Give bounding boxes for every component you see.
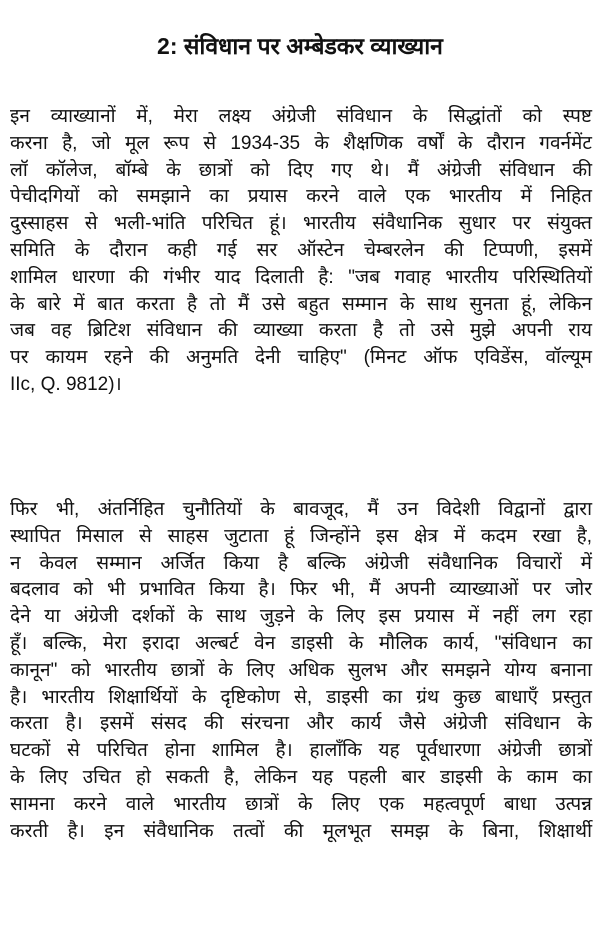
text-line: बदलाव को भी प्रभावित किया है। फिर भी, मैं अपनी व्याख्याओं पर जोर — [10, 579, 592, 601]
text-line: के लिए उचित हो सकती है, लेकिन यह पहली बार डाइसी के काम का — [10, 766, 592, 788]
text-line: हूँ। बल्कि, मेरा इरादा अल्बर्ट वेन डाइसी के मौलिक कार्य, "संविधान का — [10, 632, 592, 654]
text-line: फिर भी, अंतर्निहित चुनौतियों के बावजूद, मैं उन विदेशी विद्वानों द्वारा — [10, 499, 592, 520]
text-line: पेचीदगियों को समझाने का प्रयास करने वाले एक भारतीय में निहित — [10, 186, 592, 208]
text-line: कानून" को भारतीय छात्रों के लिए अधिक सुलभ और समझने योग्य बनाना — [10, 659, 592, 681]
text-line: करता है। इसमें संसद की संरचना और कार्य जैसे अंग्रेजी संविधान के — [10, 713, 592, 735]
text-line: शामिल धारणा की गंभीर याद दिलाती है: "जब गवाह भारतीय परिस्थितियों — [10, 266, 592, 288]
text-line: करना है, जो मूल रूप से 1934-35 के शैक्षणिक वर्षों के दौरान गवर्नमेंट — [10, 132, 592, 154]
text-line: न केवल सम्मान अर्जित किया है बल्कि अंग्रेजी संवैधानिक विचारों में — [10, 552, 592, 574]
text-line: के बारे में बात करता है तो मैं उसे बहुत सम्मान के साथ सुनता हूं, लेकिन — [10, 293, 592, 315]
text-line: करती है। इन संवैधानिक तत्वों की मूलभूत समझ के बिना, शिक्षार्थी — [10, 820, 592, 842]
text-line: देने या अंग्रेजी दर्शकों के साथ जुड़ने के लिए इस प्रयास में नहीं लग रहा — [10, 606, 592, 628]
text-line: दुस्साहस से भली-भांति परिचित हूं। भारतीय संवैधानिक सुधार पर संयुक्त — [10, 213, 592, 235]
paragraph-1 — [10, 104, 592, 399]
text-line: समिति के दौरान कही गई सर ऑस्टेन चेम्बरलेन की टिप्पणी, इसमें — [10, 239, 592, 261]
text-line: पर कायम रहने की अनुमति देनी चाहिए" (मिनट ऑफ एविडेंस, वॉल्यूम — [10, 347, 592, 369]
text-line: घटकों से परिचित होना शामिल है। हालाँकि यह पूर्वधारणा अंग्रेजी छात्रों — [10, 740, 592, 762]
text-line: इन व्याख्यानों में, मेरा लक्ष्य अंग्रेजी संविधान के सिद्धांतों को स्पष्ट — [10, 106, 592, 127]
paragraph-2 — [10, 497, 592, 845]
text-line: IIc, Q. 9812)। — [10, 373, 122, 395]
text-line: जब वह ब्रिटिश संविधान की व्याख्या करता है तो उसे मुझे अपनी राय — [10, 320, 592, 342]
text-line: लॉ कॉलेज, बॉम्बे के छात्रों को दिए गए थे। मैं अंग्रेजी संविधान की — [10, 159, 592, 181]
text-line: सामना करने वाले भारतीय छात्रों के लिए एक महत्वपूर्ण बाधा उत्पन्न — [10, 793, 592, 815]
text-line: स्थापित मिसाल से साहस जुटाता हूं जिन्होंने इस क्षेत्र में कदम रखा है, — [10, 525, 592, 547]
text-line: है। भारतीय शिक्षार्थियों के दृष्टिकोण से, डाइसी का ग्रंथ कुछ बाधाएँ प्रस्तुत — [10, 686, 592, 708]
page-title: 2: संविधान पर अम्बेडकर व्याख्यान — [157, 33, 443, 59]
